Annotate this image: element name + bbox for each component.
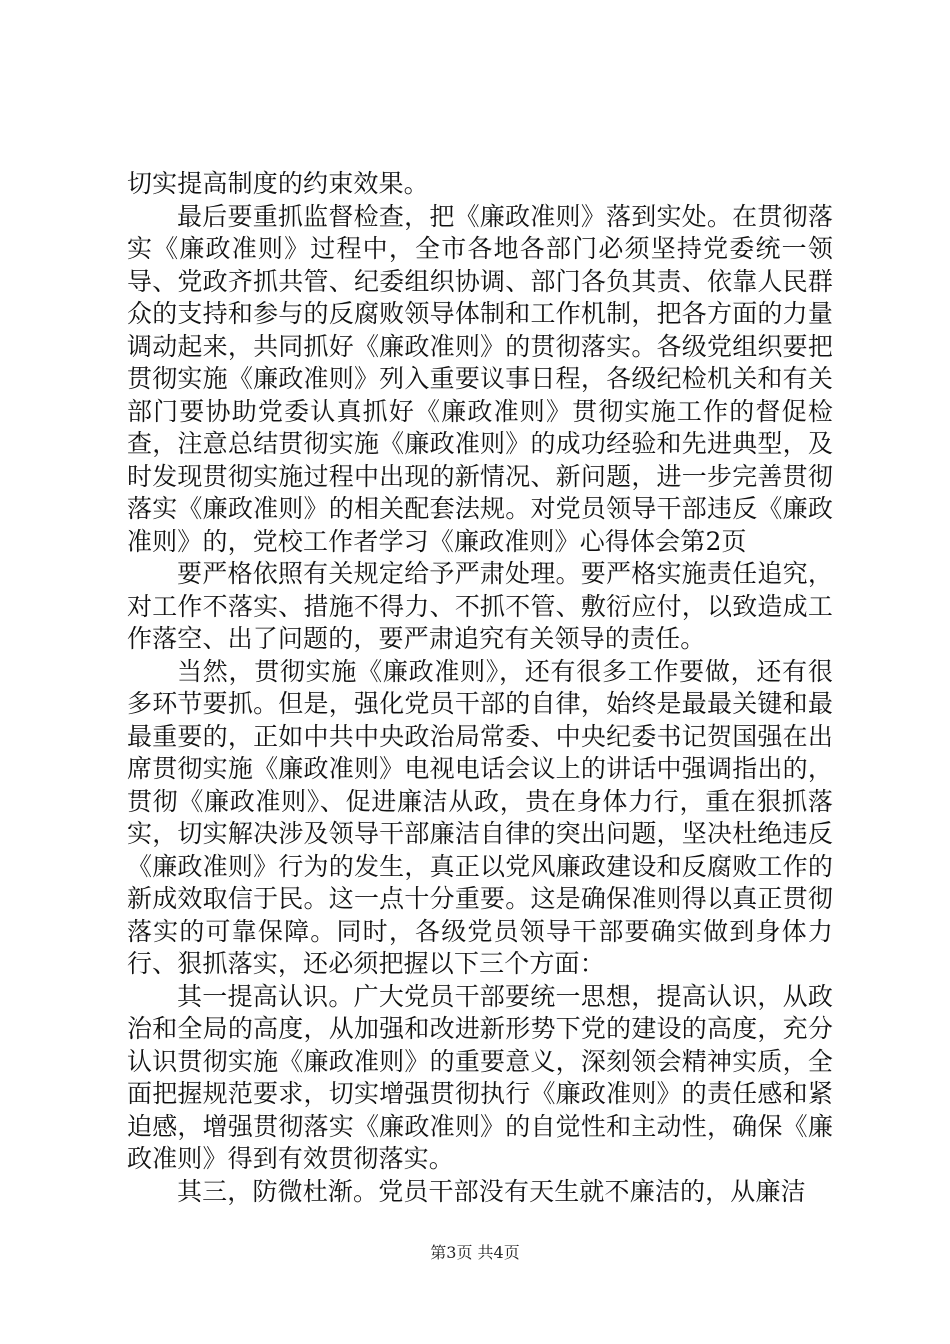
page-number-label: 第3页 共4页 [430,1243,520,1262]
paragraph-3: 要严格依照有关规定给予严肃处理。要严格实施责任追究，对工作不落实、措施不得力、不抓不管、敷衍应付，以致造成工作落空、出了问题的，要严肃追究有关领导的责任。 [127,559,833,653]
paragraph-5: 其一提高认识。广大党员干部要统一思想，提高认识，从政治和全局的高度，从加强和改进新形势下党的建设的高度，充分认识贯彻实施《廉政准则》的重要意义，深刻领会精神实质，全面把握规范要求，切实增强贯彻执行《廉政准则》的责任感和紧迫感，增强贯彻落实《廉政准则》的自觉性和主动性，确保《廉政准则》得到有效贯彻落实。 [127,981,833,1173]
paragraph-6: 其三，防微杜渐。党员干部没有天生就不廉洁的，从廉洁 [177,1176,806,1206]
paragraph-4: 当然，贯彻实施《廉政准则》，还有很多工作要做，还有很多环节要抓。但是，强化党员干部的自律，始终是最最关键和最最重要的，正如中共中央政治局常委、中央纪委书记贺国强在出席贯彻实施《廉政准则》电视电话会议上的讲话中强调指出的，贯彻《廉政准则》、促进廉洁从政，贵在身体力行，重在狠抓落实，切实解决涉及领导干部廉洁自律的突出问题，坚决杜绝违反《廉政准则》行为的发生，真正以党风廉政建设和反腐败工作的新成效取信于民。这一点十分重要。这是确保准则得以真正贯彻落实的可靠保障。同时，各级党员领导干部要确实做到身体力行、狠抓落实，还必须把握以下三个方面： [127,656,833,978]
paragraph-2: 最后要重抓监督检查，把《廉政准则》落到实处。在贯彻落实《廉政准则》过程中，全市各地各部门必须坚持党委统一领导、党政齐抓共管、纪委组织协调、部门各负其责、依靠人民群众的支持和参与的反腐败领导体制和工作机制，把各方面的力量调动起来，共同抓好《廉政准则》的贯彻落实。各级党组织要把贯彻实施《廉政准则》列入重要议事日程，各级纪检机关和有关部门要协助党委认真抓好《廉政准则》贯彻实施工作的督促检查，注意总结贯彻实施《廉政准则》的成功经验和先进典型，及时发现贯彻实施过程中出现的新情况、新问题，进一步完善贯彻落实《廉政准则》的相关配套法规。对党员领导干部违反《廉政准则》的，党校工作者学习《廉政准则》心得体会第2页 [127,201,833,556]
document-body [127,168,833,1208]
paragraph-1: 切实提高制度的约束效果。 [127,169,429,198]
page-footer [0,1243,950,1263]
